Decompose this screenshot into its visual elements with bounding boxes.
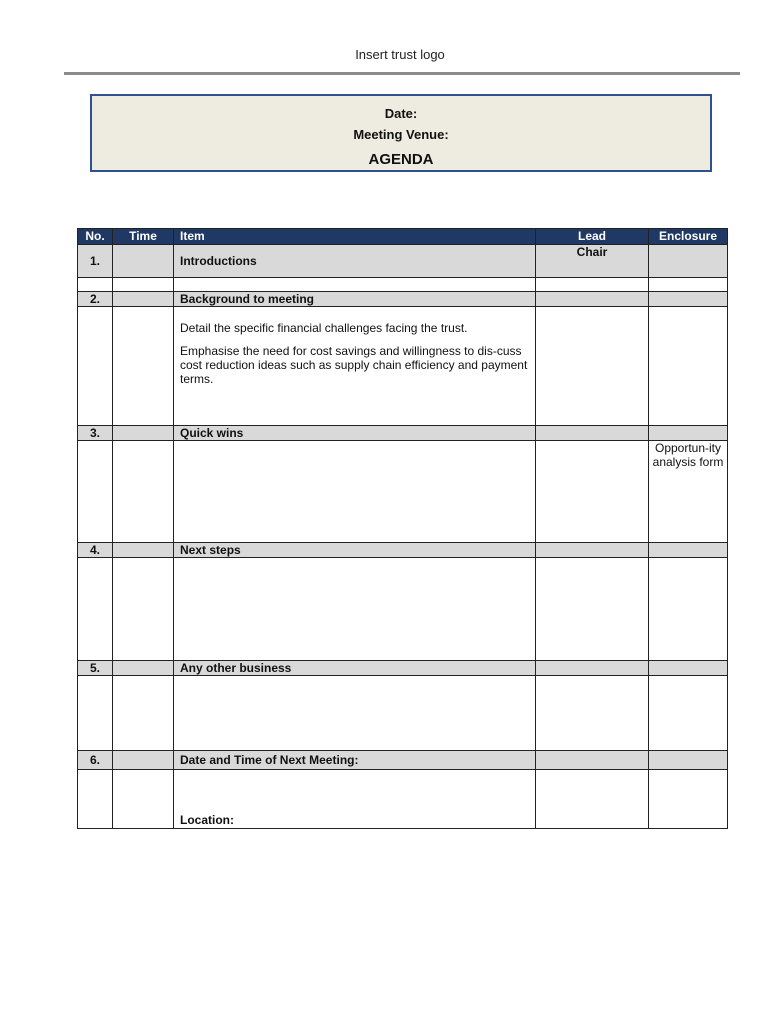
row-detail <box>174 307 536 426</box>
row-number: 3. <box>78 426 113 441</box>
meeting-info-box <box>90 94 712 172</box>
row-number: 2. <box>78 292 113 307</box>
row-item: Next steps <box>174 543 536 558</box>
table-header-row <box>78 229 728 245</box>
date-label: Date: <box>384 106 418 121</box>
table-row <box>78 278 728 292</box>
section-row <box>78 661 728 676</box>
location-label: Location: <box>174 770 536 829</box>
row-item: Background to meeting <box>174 292 536 307</box>
header-divider <box>64 72 740 75</box>
agenda-title: AGENDA <box>368 151 434 168</box>
row-time <box>113 245 174 278</box>
row-item: Date and Time of Next Meeting: <box>174 751 536 770</box>
table-row <box>78 770 728 829</box>
row-enclosure: Opportun-ity analysis form <box>649 441 728 543</box>
section-row <box>78 292 728 307</box>
section-row <box>78 426 728 441</box>
table-row <box>78 307 728 426</box>
trust-logo-placeholder: Insert trust logo <box>355 47 445 62</box>
row-item: Any other business <box>174 661 536 676</box>
column-header-no: No. <box>78 229 113 245</box>
meeting-venue-label: Meeting Venue: <box>353 127 449 142</box>
row-number: 1. <box>78 245 113 278</box>
row-number: 5. <box>78 661 113 676</box>
section-row <box>78 543 728 558</box>
row-item: Quick wins <box>174 426 536 441</box>
row-lead: Chair <box>536 245 649 278</box>
row-item: Introductions <box>174 245 536 278</box>
column-header-time: Time <box>113 229 174 245</box>
detail-text: Detail the specific financial challenges facing the trust. <box>180 321 468 335</box>
agenda-table <box>77 228 728 829</box>
column-header-lead: Lead <box>536 229 649 245</box>
section-row <box>78 751 728 770</box>
detail-text: Emphasise the need for cost savings and willingness to dis-cuss cost reduction ideas such as supply chain efficiency and payment terms. <box>180 344 528 386</box>
table-row <box>78 245 728 278</box>
table-row <box>78 676 728 751</box>
row-enclosure <box>649 245 728 278</box>
row-number: 6. <box>78 751 113 770</box>
table-row <box>78 558 728 661</box>
column-header-item: Item <box>174 229 536 245</box>
table-row <box>78 441 728 543</box>
column-header-enclosure: Enclosure <box>649 229 728 245</box>
row-number: 4. <box>78 543 113 558</box>
